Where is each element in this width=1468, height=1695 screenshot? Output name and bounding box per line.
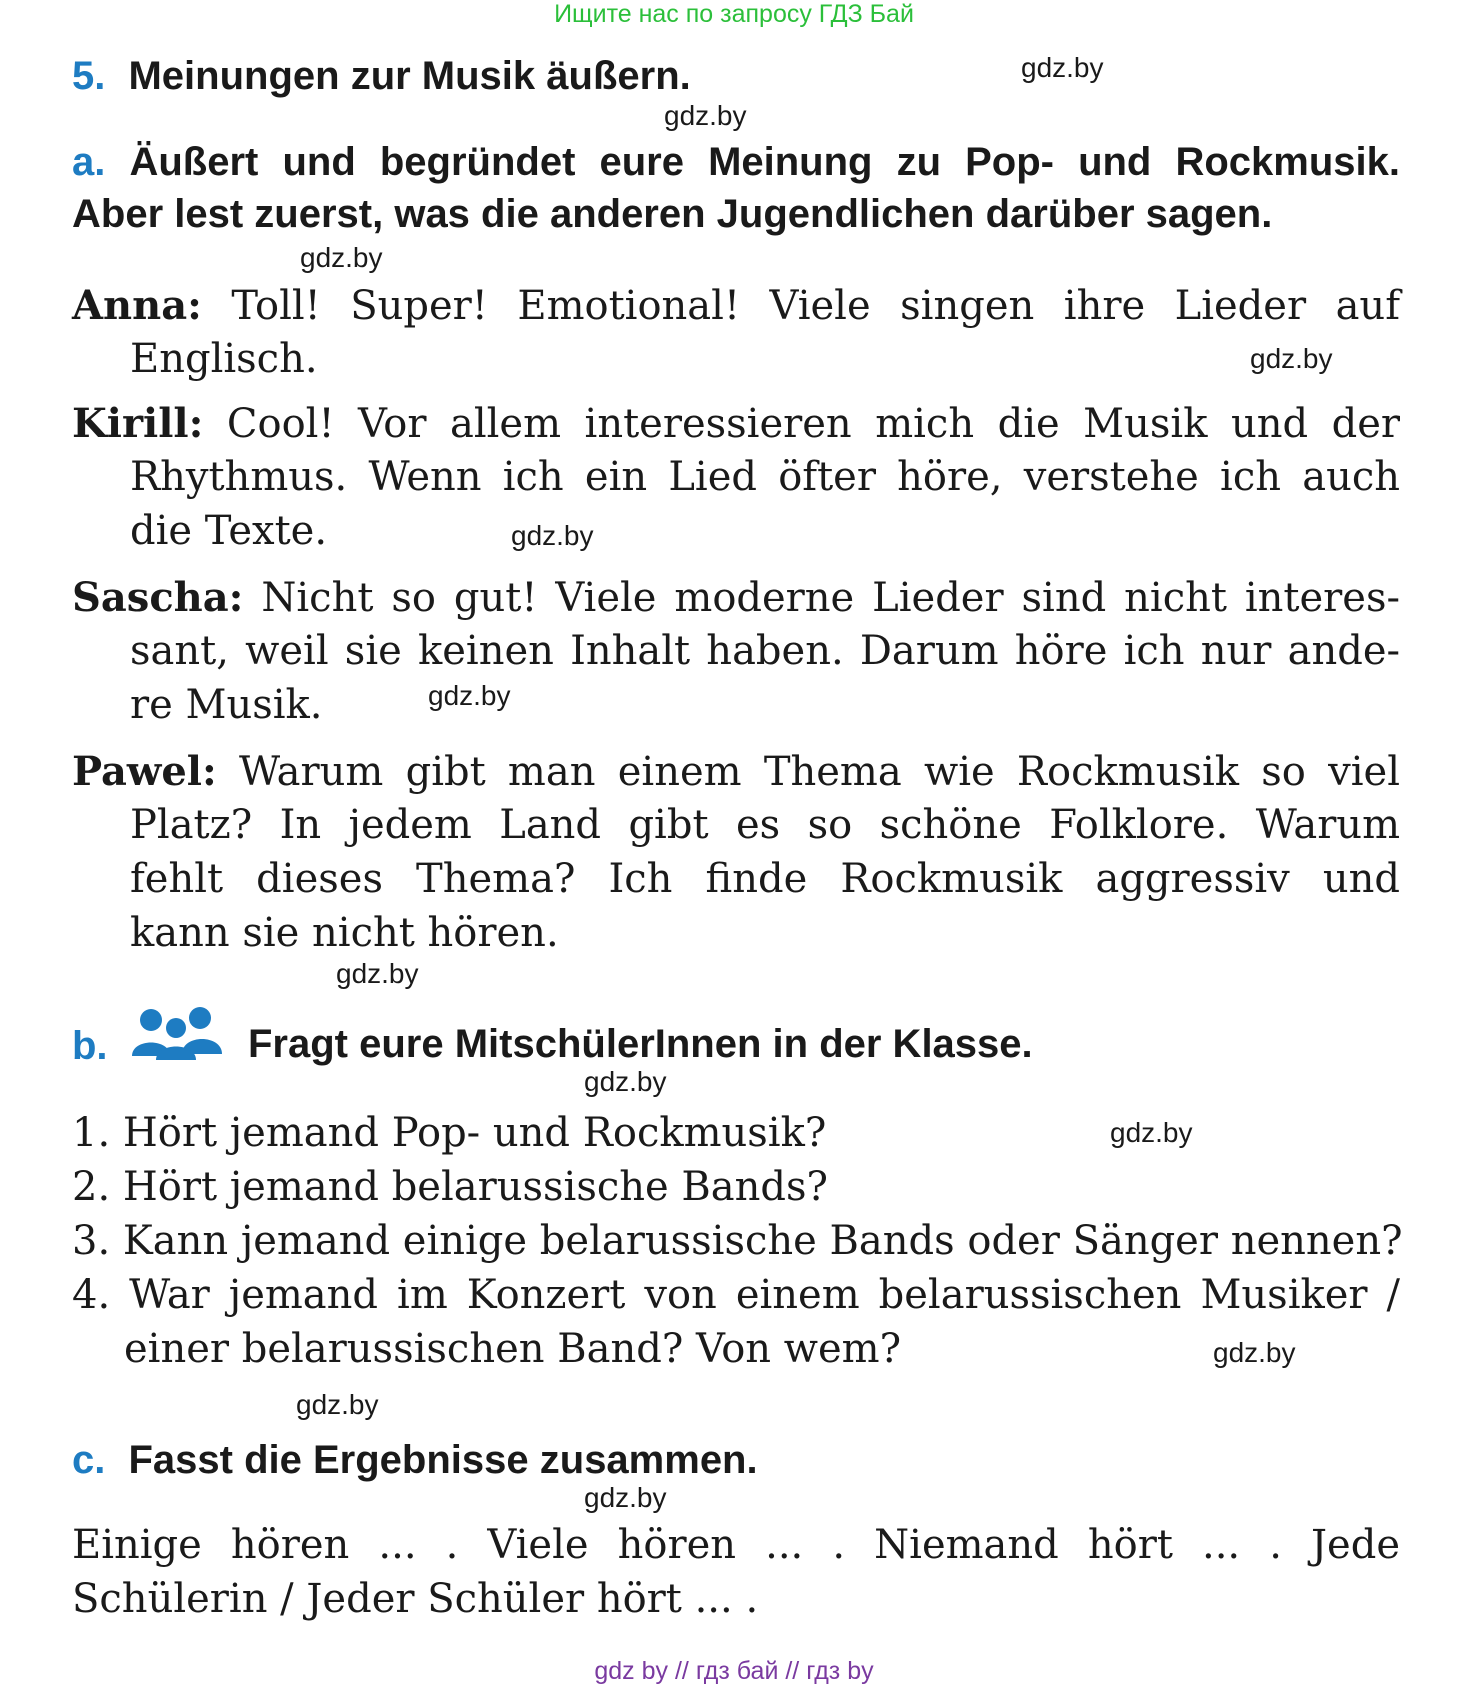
part-a-line-1: a. Äußert und begründet eure Meinung zu Pop- und Rockmusik. — [72, 140, 1400, 184]
part-c-heading — [72, 1438, 758, 1483]
part-c-letter: c. — [72, 1438, 106, 1482]
opinion-pawel-line-2: Platz? In jedem Land gibt es so schöne Folklore. Warum — [130, 802, 1400, 848]
opinion-anna-line-2: Englisch. — [130, 336, 318, 382]
opinion-sascha-line-2: sant, weil sie keinen Inhalt haben. Darum höre ich nur ande- — [130, 628, 1400, 674]
watermark: gdz.by — [511, 520, 594, 551]
watermark: gdz.by — [1021, 52, 1104, 83]
footer-links[interactable]: gdz by // гдз бай // гдз by — [594, 1657, 874, 1685]
watermark: gdz.by — [296, 1389, 379, 1420]
speaker-name: Pawel: — [72, 748, 217, 795]
watermark: gdz.by — [584, 1066, 667, 1097]
question-4-continuation: einer belarussischen Band? Von wem? — [124, 1326, 902, 1372]
watermark: gdz.by — [336, 958, 419, 989]
opinion-pawel-line-3: fehlt dieses Thema? Ich finde Rockmusik aggressiv und — [130, 856, 1400, 902]
opinion-kirill-line-1: Kirill: Cool! Vor allem interessieren mich die Musik und der — [72, 400, 1400, 447]
part-a-letter: a. — [72, 140, 106, 184]
watermark: gdz.by — [1110, 1117, 1193, 1148]
exercise-heading — [72, 54, 691, 99]
opinion-sascha-line-1: Sascha: Nicht so gut! Viele moderne Lieder sind nicht interes- — [72, 574, 1401, 621]
speaker-name: Anna: — [72, 282, 202, 329]
opinion-kirill-line-3: die Texte. — [130, 508, 328, 554]
part-b-letter: b. — [72, 1024, 108, 1068]
top-banner[interactable]: Ищите нас по запросу ГДЗ Бай — [554, 0, 914, 28]
opinion-anna-line-1: Anna: Toll! Super! Emotional! Viele singen ihre Lieder auf — [72, 282, 1400, 329]
opinion-pawel-line-4: kann sie nicht hören. — [130, 910, 559, 956]
question-2: 2. Hört jemand belarussische Bands? — [72, 1164, 828, 1210]
part-c-title: Fasst die Ergebnisse zusammen. — [128, 1438, 758, 1482]
watermark: gdz.by — [1250, 343, 1333, 374]
opinion-kirill-line-2: Rhythmus. Wenn ich ein Lied öfter höre, verstehe ich auch — [130, 454, 1400, 500]
group-icon — [130, 1006, 226, 1062]
opinion-pawel-line-1: Pawel: Warum gibt man einem Thema wie Rockmusik so viel — [72, 748, 1401, 795]
watermark: gdz.by — [1213, 1337, 1296, 1368]
watermark: gdz.by — [300, 242, 383, 273]
watermark: gdz.by — [664, 100, 747, 131]
question-1: 1. Hört jemand Pop- und Rockmusik? — [72, 1110, 827, 1156]
question-4: 4. War jemand im Konzert von einem belarussischen Musiker / — [72, 1272, 1400, 1318]
watermark: gdz.by — [428, 680, 511, 711]
summary-line-2: Schülerin / Jeder Schüler hört ... . — [72, 1576, 759, 1622]
exercise-title: Meinungen zur Musik äußern. — [128, 54, 691, 98]
speaker-name: Kirill: — [72, 400, 204, 447]
part-b-title: Fragt eure MitschülerInnen in der Klasse. — [248, 1022, 1033, 1066]
opinion-sascha-line-3: re Musik. — [130, 682, 323, 728]
question-3: 3. Kann jemand einige belarussische Bands oder Sänger nennen? — [72, 1218, 1403, 1264]
exercise-number: 5. — [72, 54, 106, 98]
watermark: gdz.by — [584, 1482, 667, 1513]
speaker-name: Sascha: — [72, 574, 244, 621]
summary-line-1: Einige hören ... . Viele hören ... . Niemand hört ... . Jede — [72, 1522, 1400, 1568]
part-a-line-2: Aber lest zuerst, was die anderen Jugendlichen darüber sagen. — [72, 192, 1273, 236]
